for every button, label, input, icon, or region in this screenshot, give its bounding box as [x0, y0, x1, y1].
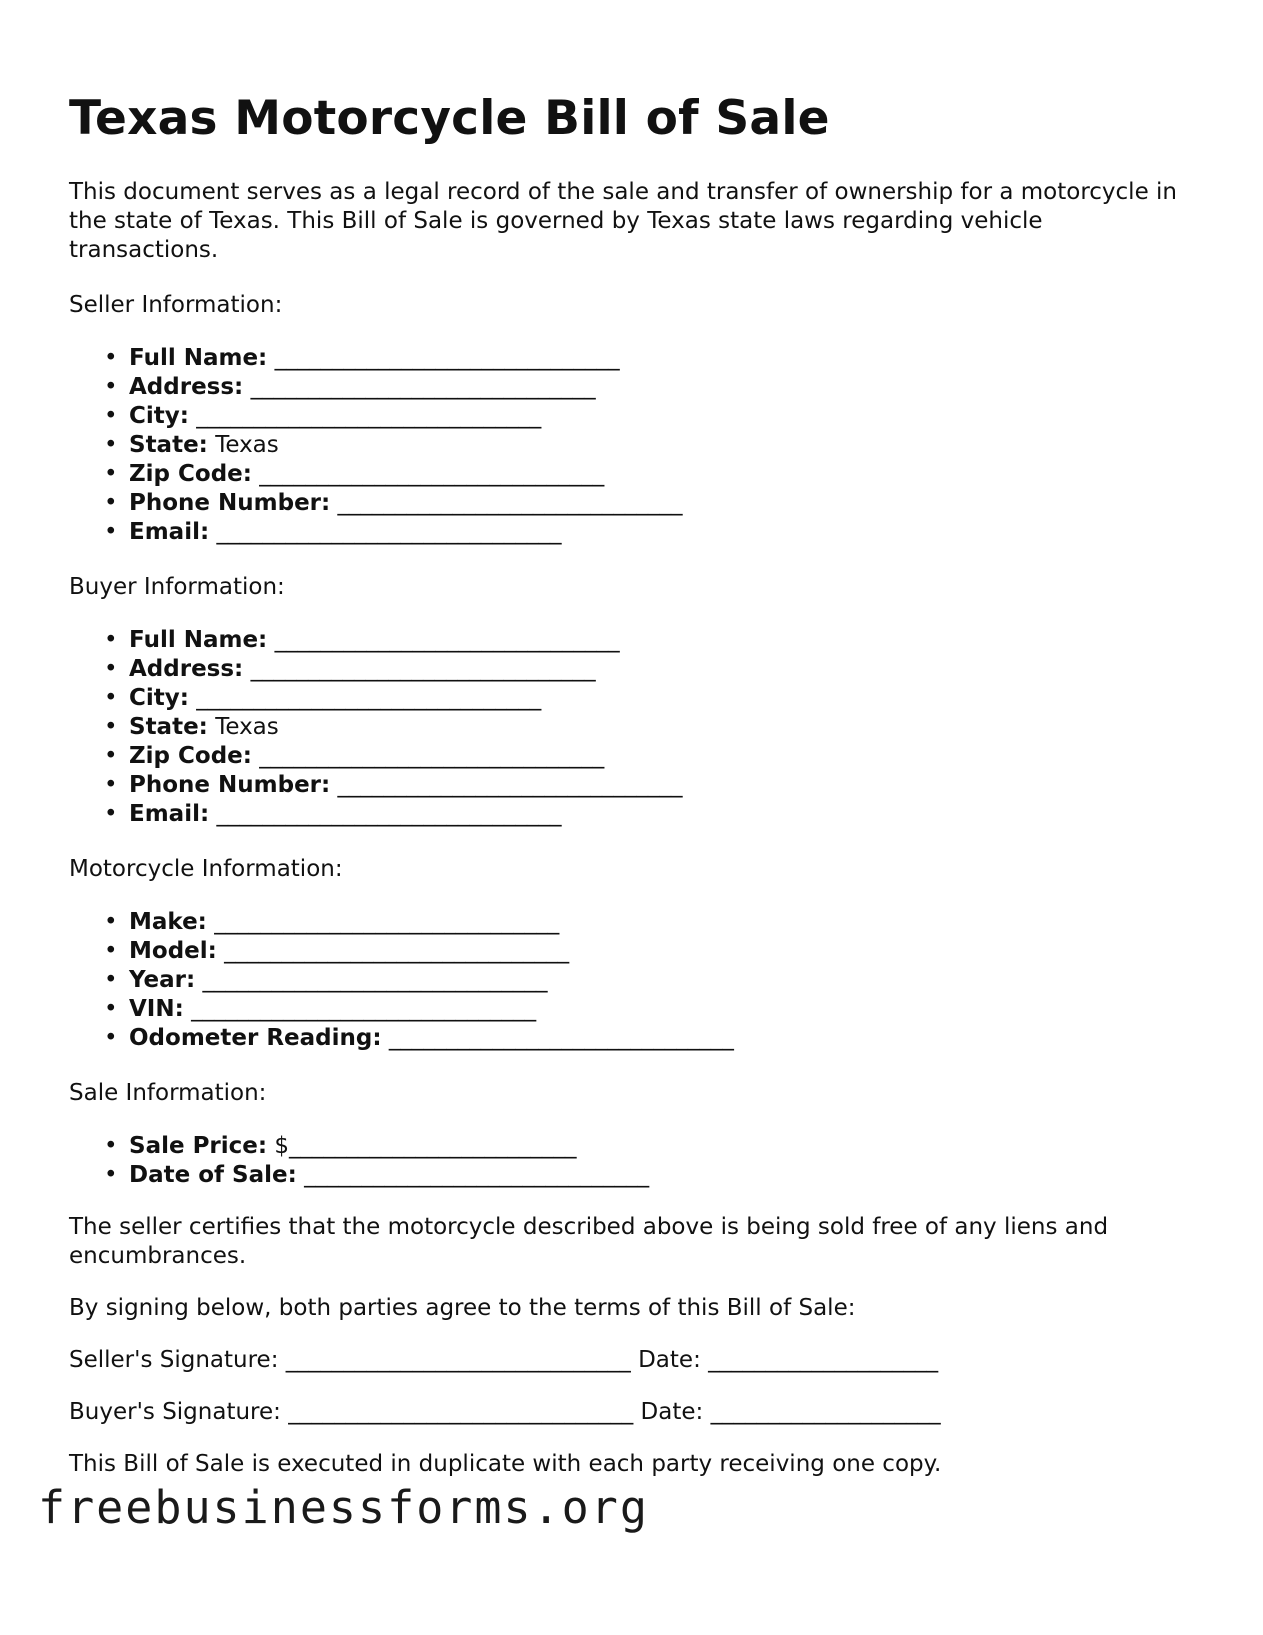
field-label: Odometer Reading: — [129, 1025, 382, 1051]
document-page — [69, 80, 1199, 1479]
buyer-section-heading: Buyer Information: — [69, 574, 285, 600]
field-label: Email: — [129, 519, 210, 545]
buyer-signature-label: Buyer's Signature: — [69, 1399, 281, 1425]
seller-state-field — [129, 431, 1199, 460]
field-value: ______________________________ — [202, 967, 548, 993]
buyer-zip-code-field — [129, 742, 1199, 771]
field-value: ______________________________ — [196, 403, 542, 429]
motorcycle-odometer-field — [129, 1024, 1199, 1053]
seller-email-field — [129, 518, 1199, 547]
buyer-signature-row — [69, 1398, 1199, 1427]
seller-date-label: Date: — [638, 1347, 701, 1373]
sale-section-heading: Sale Information: — [69, 1080, 267, 1106]
field-value: ______________________________ — [196, 685, 542, 711]
field-label: Sale Price: — [129, 1133, 268, 1159]
sale-field-list — [69, 1132, 1199, 1190]
seller-city-field — [129, 402, 1199, 431]
motorcycle-field-list — [69, 908, 1199, 1053]
field-label: State: — [129, 432, 208, 458]
field-value: ______________________________ — [214, 909, 560, 935]
buyer-phone-field — [129, 771, 1199, 800]
intro-paragraph: This document serves as a legal record of the sale and transfer of ownership for a motorcycle in the state of Texas. This Bill of Sale is governed by Texas state laws regarding vehicle transactions. — [69, 179, 1177, 263]
field-label: Zip Code: — [129, 461, 252, 487]
field-label: Year: — [129, 967, 196, 993]
field-label: Phone Number: — [129, 490, 331, 516]
field-value: ______________________________ — [250, 656, 596, 682]
field-label: City: — [129, 685, 189, 711]
buyer-email-field — [129, 800, 1199, 829]
field-label: City: — [129, 403, 189, 429]
field-label: Full Name: — [129, 627, 268, 653]
seller-date-line: ____________________ — [708, 1347, 939, 1373]
buyer-field-list — [69, 626, 1199, 829]
field-label: Date of Sale: — [129, 1162, 297, 1188]
field-value: ______________________________ — [304, 1162, 650, 1188]
field-value: ______________________________ — [224, 938, 570, 964]
document-title: Texas Motorcycle Bill of Sale — [69, 91, 830, 146]
motorcycle-vin-field — [129, 995, 1199, 1024]
sale-date-field — [129, 1161, 1199, 1190]
field-value: ______________________________ — [259, 743, 605, 769]
seller-signature-row — [69, 1346, 1199, 1375]
field-label: VIN: — [129, 996, 184, 1022]
field-value: ______________________________ — [250, 374, 596, 400]
seller-phone-field — [129, 489, 1199, 518]
field-label: Email: — [129, 801, 210, 827]
buyer-city-field — [129, 684, 1199, 713]
field-label: Model: — [129, 938, 217, 964]
motorcycle-section-heading: Motorcycle Information: — [69, 856, 343, 882]
motorcycle-year-field — [129, 966, 1199, 995]
field-value: ______________________________ — [274, 345, 620, 371]
field-value: ______________________________ — [259, 461, 605, 487]
sale-price-field — [129, 1132, 1199, 1161]
buyer-full-name-field — [129, 626, 1199, 655]
closing-paragraph: This Bill of Sale is executed in duplicate with each party receiving one copy. — [69, 1451, 942, 1477]
field-value: ______________________________ — [337, 772, 683, 798]
seller-full-name-field — [129, 344, 1199, 373]
field-label: Make: — [129, 909, 207, 935]
seller-signature-label: Seller's Signature: — [69, 1347, 279, 1373]
field-value: ______________________________ — [274, 627, 620, 653]
field-label: Zip Code: — [129, 743, 252, 769]
field-value: ______________________________ — [216, 801, 562, 827]
field-value: ______________________________ — [388, 1025, 734, 1051]
motorcycle-model-field — [129, 937, 1199, 966]
field-label: State: — [129, 714, 208, 740]
buyer-date-label: Date: — [640, 1399, 704, 1425]
field-value: Texas — [215, 714, 279, 740]
seller-zip-code-field — [129, 460, 1199, 489]
field-value: ______________________________ — [191, 996, 537, 1022]
seller-field-list — [69, 344, 1199, 547]
seller-address-field — [129, 373, 1199, 402]
field-value: ______________________________ — [337, 490, 683, 516]
field-value: ______________________________ — [216, 519, 562, 545]
field-label: Address: — [129, 656, 244, 682]
field-label: Full Name: — [129, 345, 268, 371]
field-label: Phone Number: — [129, 772, 331, 798]
seller-signature-line: ______________________________ — [285, 1347, 631, 1373]
seller-section-heading: Seller Information: — [69, 292, 283, 318]
agreement-paragraph: By signing below, both parties agree to the terms of this Bill of Sale: — [69, 1295, 856, 1321]
certification-paragraph: The seller certifies that the motorcycle described above is being sold free of any liens and encumbrances. — [69, 1214, 1109, 1269]
buyer-address-field — [129, 655, 1199, 684]
buyer-signature-line: ______________________________ — [288, 1399, 634, 1425]
buyer-date-line: ____________________ — [710, 1399, 941, 1425]
watermark-brand: freebusinessforms.org — [38, 1481, 649, 1534]
field-value: Texas — [215, 432, 279, 458]
buyer-state-field — [129, 713, 1199, 742]
motorcycle-make-field — [129, 908, 1199, 937]
field-label: Address: — [129, 374, 244, 400]
field-value: $_________________________ — [274, 1133, 577, 1159]
